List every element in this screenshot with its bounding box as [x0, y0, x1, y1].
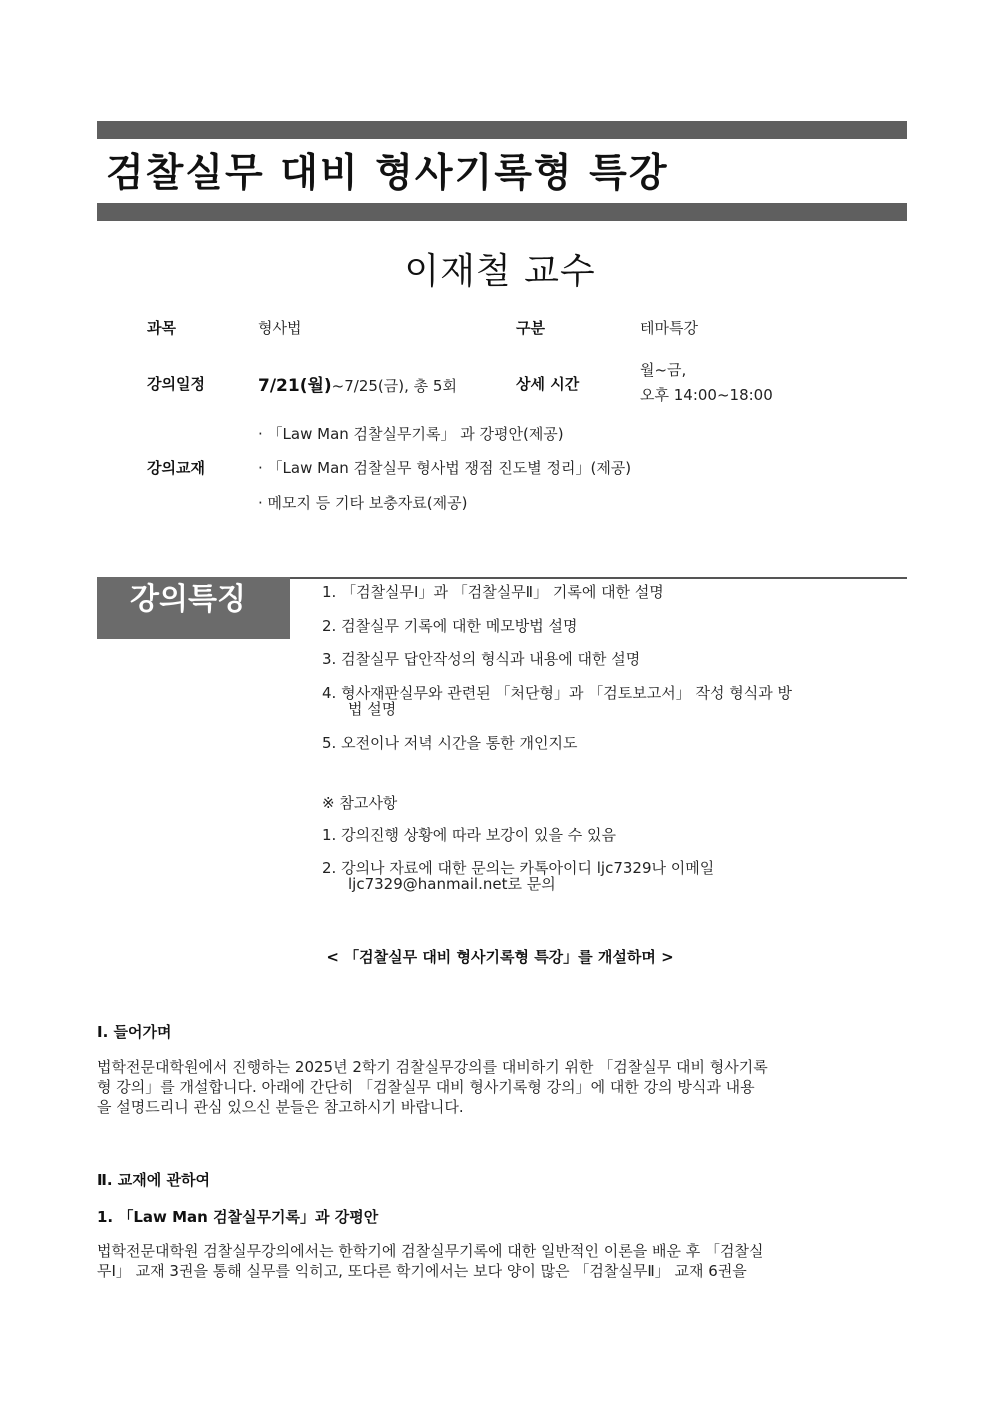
time-label: 상세 시간 [516, 375, 580, 393]
schedule-label: 강의일정 [147, 375, 205, 393]
feature-item-cont: 법 설명 [348, 700, 397, 718]
notes-title: ※ 참고사항 [322, 794, 398, 812]
title-bottom-bar [97, 203, 907, 221]
paragraph-line: 무Ⅰ」 교재 3권을 통해 실무를 익히고, 또다른 학기에서는 보다 양이 많은 「검찰실무Ⅱ」 교재 6권을 [97, 1262, 747, 1280]
feature-item: 5. 오전이나 저녁 시간을 통한 개인지도 [322, 734, 578, 752]
time-line-1: 월~금, [640, 361, 687, 379]
professor-name: 이재철 교수 [404, 251, 596, 292]
title-top-bar [97, 121, 907, 139]
time-line-2: 오후 14:00~18:00 [640, 386, 773, 404]
paragraph-line: 을 설명드리니 관심 있으신 분들은 참고하시기 바랍니다. [97, 1098, 464, 1116]
section-heading: Ⅱ. 교재에 관하여 [97, 1171, 210, 1189]
schedule-start: 7/21(월) [258, 376, 332, 396]
category-value: 테마특강 [640, 319, 698, 337]
paragraph-line: 형 강의」를 개설합니다. 아래에 간단히 「검찰실무 대비 형사기록형 강의」에 대한 강의 방식과 내용 [97, 1078, 755, 1096]
feature-item: 1. 「검찰실무Ⅰ」과 「검찰실무Ⅱ」 기록에 대한 설명 [322, 583, 664, 601]
note-item: 2. 강의나 자료에 대한 문의는 카톡아이디 ljc7329나 이메일 [322, 859, 715, 877]
section-heading: Ⅰ. 들어가며 [97, 1023, 172, 1041]
feature-item: 2. 검찰실무 기록에 대한 메모방법 설명 [322, 617, 578, 635]
schedule-value [258, 371, 457, 396]
page-title: 검찰실무 대비 형사기록형 특강 [106, 151, 669, 196]
subsection-heading: 1. 「Law Man 검찰실무기록」과 강평안 [97, 1208, 379, 1226]
material-item: · 「Law Man 검찰실무기록」 과 강평안(제공) [258, 425, 564, 443]
note-item: 1. 강의진행 상황에 따라 보강이 있을 수 있음 [322, 826, 617, 844]
subject-label: 과목 [147, 319, 176, 337]
feature-item: 3. 검찰실무 답안작성의 형식과 내용에 대한 설명 [322, 650, 641, 668]
feature-item: 4. 형사재판실무와 관련된 「처단형」과 「검토보고서」 작성 형식과 방 [322, 684, 792, 702]
paragraph-line: 법학전문대학원에서 진행하는 2025년 2학기 검찰실무강의를 대비하기 위한 「검찰실무 대비 형사기록 [97, 1058, 768, 1076]
category-label: 구분 [516, 319, 545, 337]
schedule-rest: ~7/25(금), 총 5회 [331, 377, 457, 395]
paragraph-line: 법학전문대학원 검찰실무강의에서는 한학기에 검찰실무기록에 대한 일반적인 이론을 배운 후 「검찰실 [97, 1242, 764, 1260]
material-item: · 메모지 등 기타 보충자료(제공) [258, 494, 468, 512]
intro-heading: < 「검찰실무 대비 형사기록형 특강」를 개설하며 > [326, 948, 674, 966]
materials-label: 강의교재 [147, 459, 205, 477]
material-item: · 「Law Man 검찰실무 형사법 쟁점 진도별 정리」(제공) [258, 459, 632, 477]
note-item-cont: ljc7329@hanmail.net로 문의 [348, 875, 556, 893]
subject-value: 형사법 [258, 319, 302, 337]
features-title: 강의특징 [97, 577, 290, 639]
